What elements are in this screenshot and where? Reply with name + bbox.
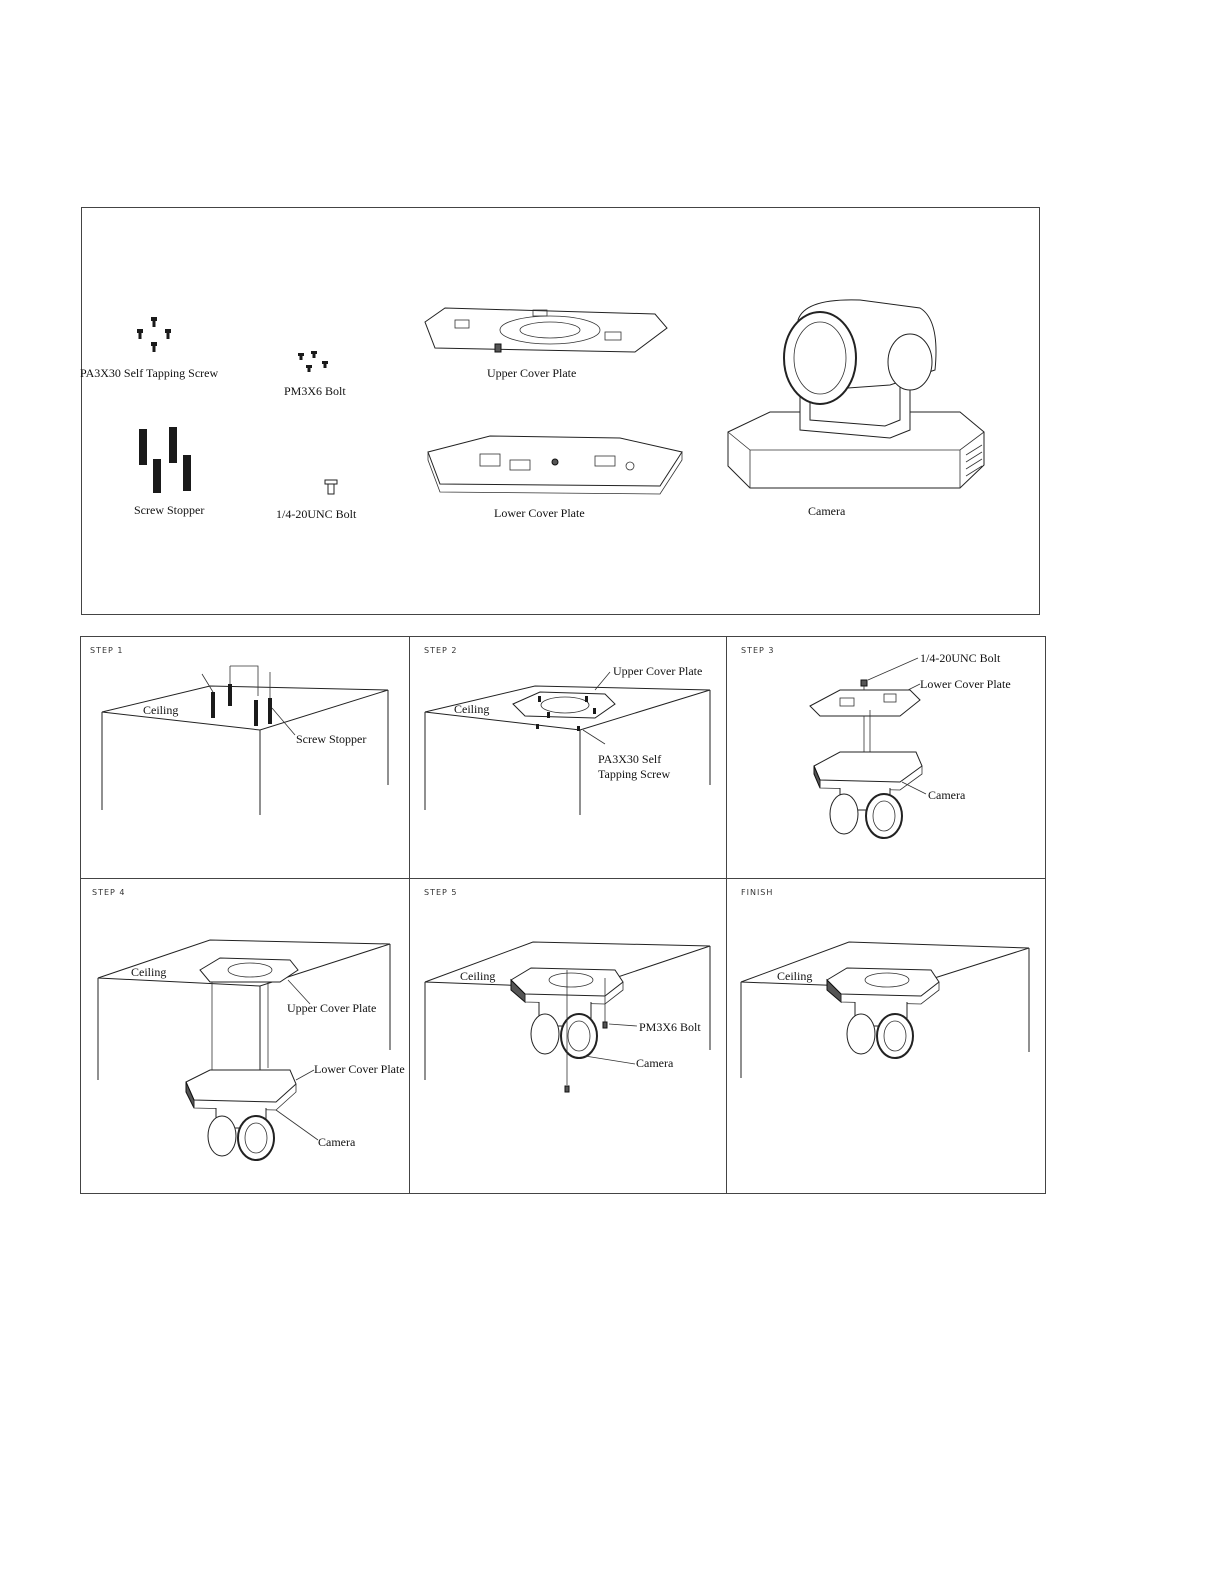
screw-stopper-label: Screw Stopper (134, 503, 205, 517)
upper-cover-plate-illustration (415, 300, 675, 360)
step5-ceiling-label: Ceiling (460, 969, 496, 983)
step1-screw-stopper-label: Screw Stopper (296, 732, 367, 746)
step2-ceiling-label: Ceiling (454, 702, 490, 716)
pm3x6-bolt-label: PM3X6 Bolt (284, 384, 346, 398)
screw-stopper-illustration (135, 425, 205, 495)
step4-title: STEP 4 (92, 888, 126, 897)
grid-divider-h (80, 878, 1045, 879)
step3-illustration (800, 670, 940, 845)
step2-illustration (415, 660, 715, 820)
step2-upper-cover-plate-label: Upper Cover Plate (613, 664, 703, 678)
step4-ceiling-label: Ceiling (131, 965, 167, 979)
step1-title: STEP 1 (90, 646, 124, 655)
step5-pm3x6-bolt-label: PM3X6 Bolt (639, 1020, 701, 1034)
upper-cover-plate-label: Upper Cover Plate (487, 366, 577, 380)
self-tapping-screw-illustration (130, 312, 190, 362)
step3-unc-bolt-label: 1/4-20UNC Bolt (920, 651, 1001, 665)
step2-screw-label-line1: PA3X30 Self (598, 752, 662, 766)
step5-camera-label: Camera (636, 1056, 674, 1070)
grid-divider-v2 (726, 636, 727, 1193)
step2-title: STEP 2 (424, 646, 458, 655)
finish-title: FINISH (741, 888, 774, 897)
lower-cover-plate-illustration (420, 428, 690, 498)
self-tapping-screw-label: PA3X30 Self Tapping Screw (80, 366, 219, 380)
step5-illustration (415, 930, 720, 1100)
camera-illustration (720, 290, 1000, 505)
finish-illustration (735, 930, 1035, 1100)
unc-bolt-illustration (322, 478, 342, 498)
step4-upper-cover-plate-label: Upper Cover Plate (287, 1001, 377, 1015)
finish-ceiling-label: Ceiling (777, 969, 813, 983)
step3-lower-cover-plate-label: Lower Cover Plate (920, 677, 1011, 691)
pm3x6-bolt-illustration (295, 350, 335, 380)
step4-lower-cover-plate-label: Lower Cover Plate (314, 1062, 405, 1076)
step1-ceiling-label: Ceiling (143, 703, 179, 717)
step5-title: STEP 5 (424, 888, 458, 897)
step3-camera-label: Camera (928, 788, 966, 802)
step2-screw-label-line2: Tapping Screw (598, 767, 671, 781)
lower-cover-plate-label: Lower Cover Plate (494, 506, 585, 520)
step4-camera-label: Camera (318, 1135, 356, 1149)
camera-label: Camera (808, 504, 846, 518)
unc-bolt-label: 1/4-20UNC Bolt (276, 507, 357, 521)
step3-title: STEP 3 (741, 646, 775, 655)
